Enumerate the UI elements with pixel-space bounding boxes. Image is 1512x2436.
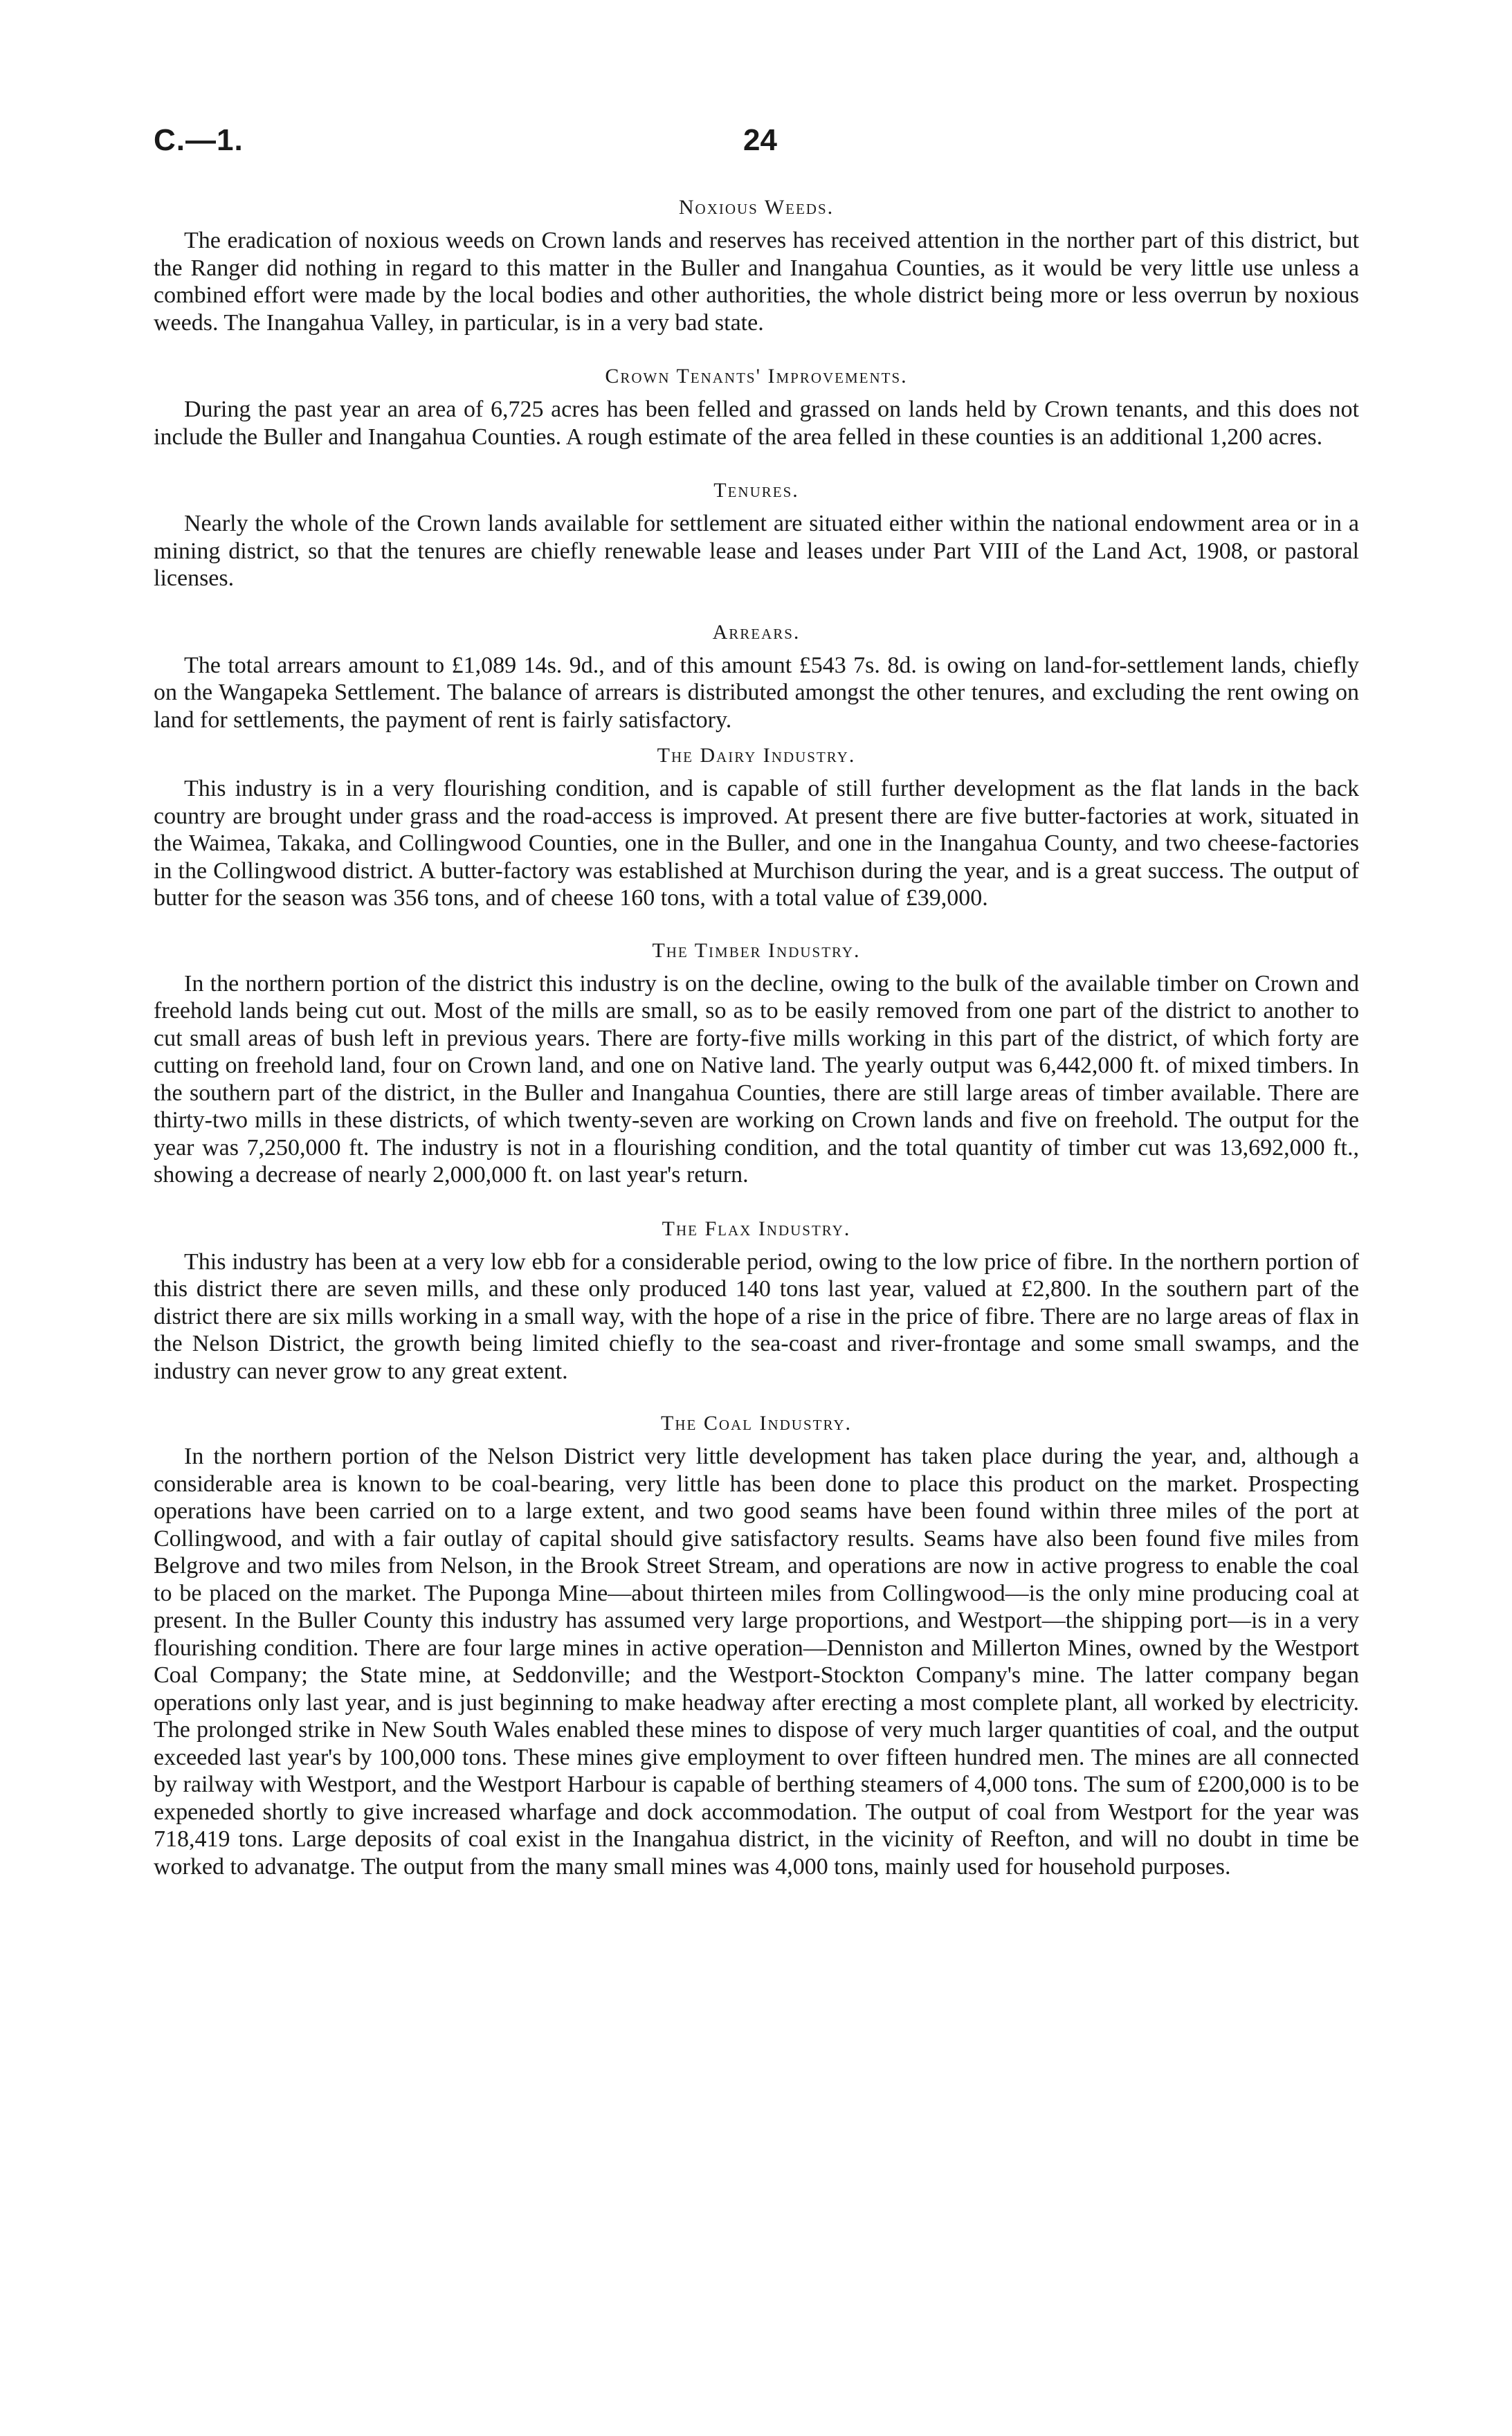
section-timber-industry [154, 937, 1359, 1189]
section-paragraph: In the northern portion of the Nelson District very little development has taken place during the year, and, although a considerable area is known to be coal-bearing, very little has been done to place this product on the market. Prospecting operations have been carried on to a large extent, and two good seams have been found within three miles of the port at Collingwood, and with a fair outlay of capital should give satisfactory results. Seams have also been found five miles from Belgrove and two miles from Nelson, in the Brook Street Stream, and operations are now in active progress to enable the coal to be placed on the market. The Puponga Mine—about thirteen miles from Collingwood—is the only mine producing coal at present. In the Buller County this industry has assumed very large proportions, and Westport—the shipping port—is in a very flourishing condition. There are four large mines in active operation—Denniston and Millerton Mines, owned by the Westport Coal Company; the State mine, at Seddonville; and the Westport-Stockton Company's mine. The latter company began operations only last year, and is just beginning to make headway after erecting a most complete plant, all worked by electricity. The prolonged strike in New South Wales enabled these mines to dispose of very much larger quantities of coal, and the output exceeded last year's by 100,000 tons. These mines give employment to over fifteen hundred men. The mines are all connected by railway with Westport, and the Westport Harbour is capable of berthing steamers of 4,000 tons. The sum of £200,000 is to be expeneded shortly to give increased wharfage and dock accommodation. The output of coal from Westport for the year was 718,419 tons. Large deposits of coal exist in the Inangahua district, in the vicinity of Reefton, and will no doubt in time be worked to advanatge. The output from the many small mines was 4,000 tons, mainly used for household purposes. [154, 1444, 1359, 1880]
section-heading: Tenures. [713, 479, 799, 502]
page-number: 24 [743, 123, 777, 157]
section-heading: The Coal Industry. [661, 1412, 852, 1435]
section-heading: Arrears. [712, 620, 801, 644]
section-paragraph: This industry has been at a very low ebb for a considerable period, owing to the low price of fibre. In the northern portion of this district there are seven mills, and these only produced 140 tons last year, valued at £2,800. In the southern part of the district there are six mills working in a small way, with the hope of a rise in the price of fibre. There are no large areas of flax in the Nelson District, the growth being limited chiefly to the sea-coast and river-frontage and some small swamps, and the industry can never grow to any great extent. [154, 1248, 1359, 1384]
section-heading: The Timber Industry. [652, 938, 861, 962]
section-noxious-weeds [154, 194, 1359, 336]
section-heading: The Dairy Industry. [657, 744, 856, 767]
section-heading: Crown Tenants' Improvements. [605, 365, 908, 388]
section-heading: The Flax Industry. [662, 1217, 851, 1240]
section-heading: Noxious Weeds. [678, 196, 835, 219]
section-paragraph: In the northern portion of the district this industry is on the decline, owing to the bulk of the available timber on Crown and freehold lands being cut out. Most of the mills are small, so as to be easily removed from one part of the district to another to cut small areas of bush left in previous years. There are forty-five mills working in this part of the district, of which forty are cutting on freehold land, four on Crown land, and one on Native land. The yearly output was 6,442,000 ft. of mixed timbers. In the southern part of the district, in the Buller and Inangahua Counties, there are still large areas of timber available. There are thirty-two mills in these districts, of which twenty-seven are working on Crown lands and five on freehold. The output for the year was 7,250,000 ft. The industry is not in a flourishing condition, and the total quantity of timber cut was 13,692,000 ft., showing a decrease of nearly 2,000,000 ft. on last year's return. [154, 970, 1359, 1188]
section-crown-tenants-improvements [154, 363, 1359, 451]
document-body [154, 194, 1359, 1880]
section-tenures [154, 477, 1359, 592]
section-paragraph: During the past year an area of 6,725 acres has been felled and grassed on lands held by Crown tenants, and this does not include the Buller and Inangahua Counties. A rough estimate of the area felled in these counties is an additional 1,200 acres. [154, 397, 1359, 450]
section-coal-industry [154, 1410, 1359, 1880]
page-reference: C.—1. [154, 123, 244, 157]
section-dairy-industry [154, 742, 1359, 912]
section-paragraph: Nearly the whole of the Crown lands available for settlement are situated either within the national endowment area or in a mining district, so that the tenures are chiefly renewable lease and leases under Part VIII of the Land Act, 1908, or pastoral licenses. [154, 511, 1359, 591]
section-arrears [154, 619, 1359, 734]
section-paragraph: The total arrears amount to £1,089 14s. 9d., and of this amount £543 7s. 8d. is owing on land-for-settlement lands, chiefly on the Wangapeka Settlement. The balance of arrears is distributed amongst the other tenures, and excluding the rent owing on land for settlements, the payment of rent is fairly satisfactory. [154, 652, 1359, 733]
section-paragraph: The eradication of noxious weeds on Crown lands and reserves has received attention in the norther part of this district, but the Ranger did nothing in regard to this matter in the Buller and Inangahua Counties, as it would be very little use unless a combined effort were made by the local bodies and other authorities, the whole district being more or less overrun by noxious weeds. The Inangahua Valley, in particular, is in a very bad state. [154, 228, 1359, 336]
section-flax-industry [154, 1215, 1359, 1385]
section-paragraph: This industry is in a very flourishing condition, and is capable of still further development as the flat lands in the back country are brought under grass and the road-access is improved. At present there are five butter-factories at work, situated in the Waimea, Takaka, and Collingwood Counties, one in the Buller, and one in the Inangahua County, and two cheese-factories in the Collingwood district. A butter-factory was established at Murchison during the year, and is a great success. The output of butter for the season was 356 tons, and of cheese 160 tons, with a total value of £39,000. [154, 776, 1359, 911]
page-header [154, 123, 1358, 165]
